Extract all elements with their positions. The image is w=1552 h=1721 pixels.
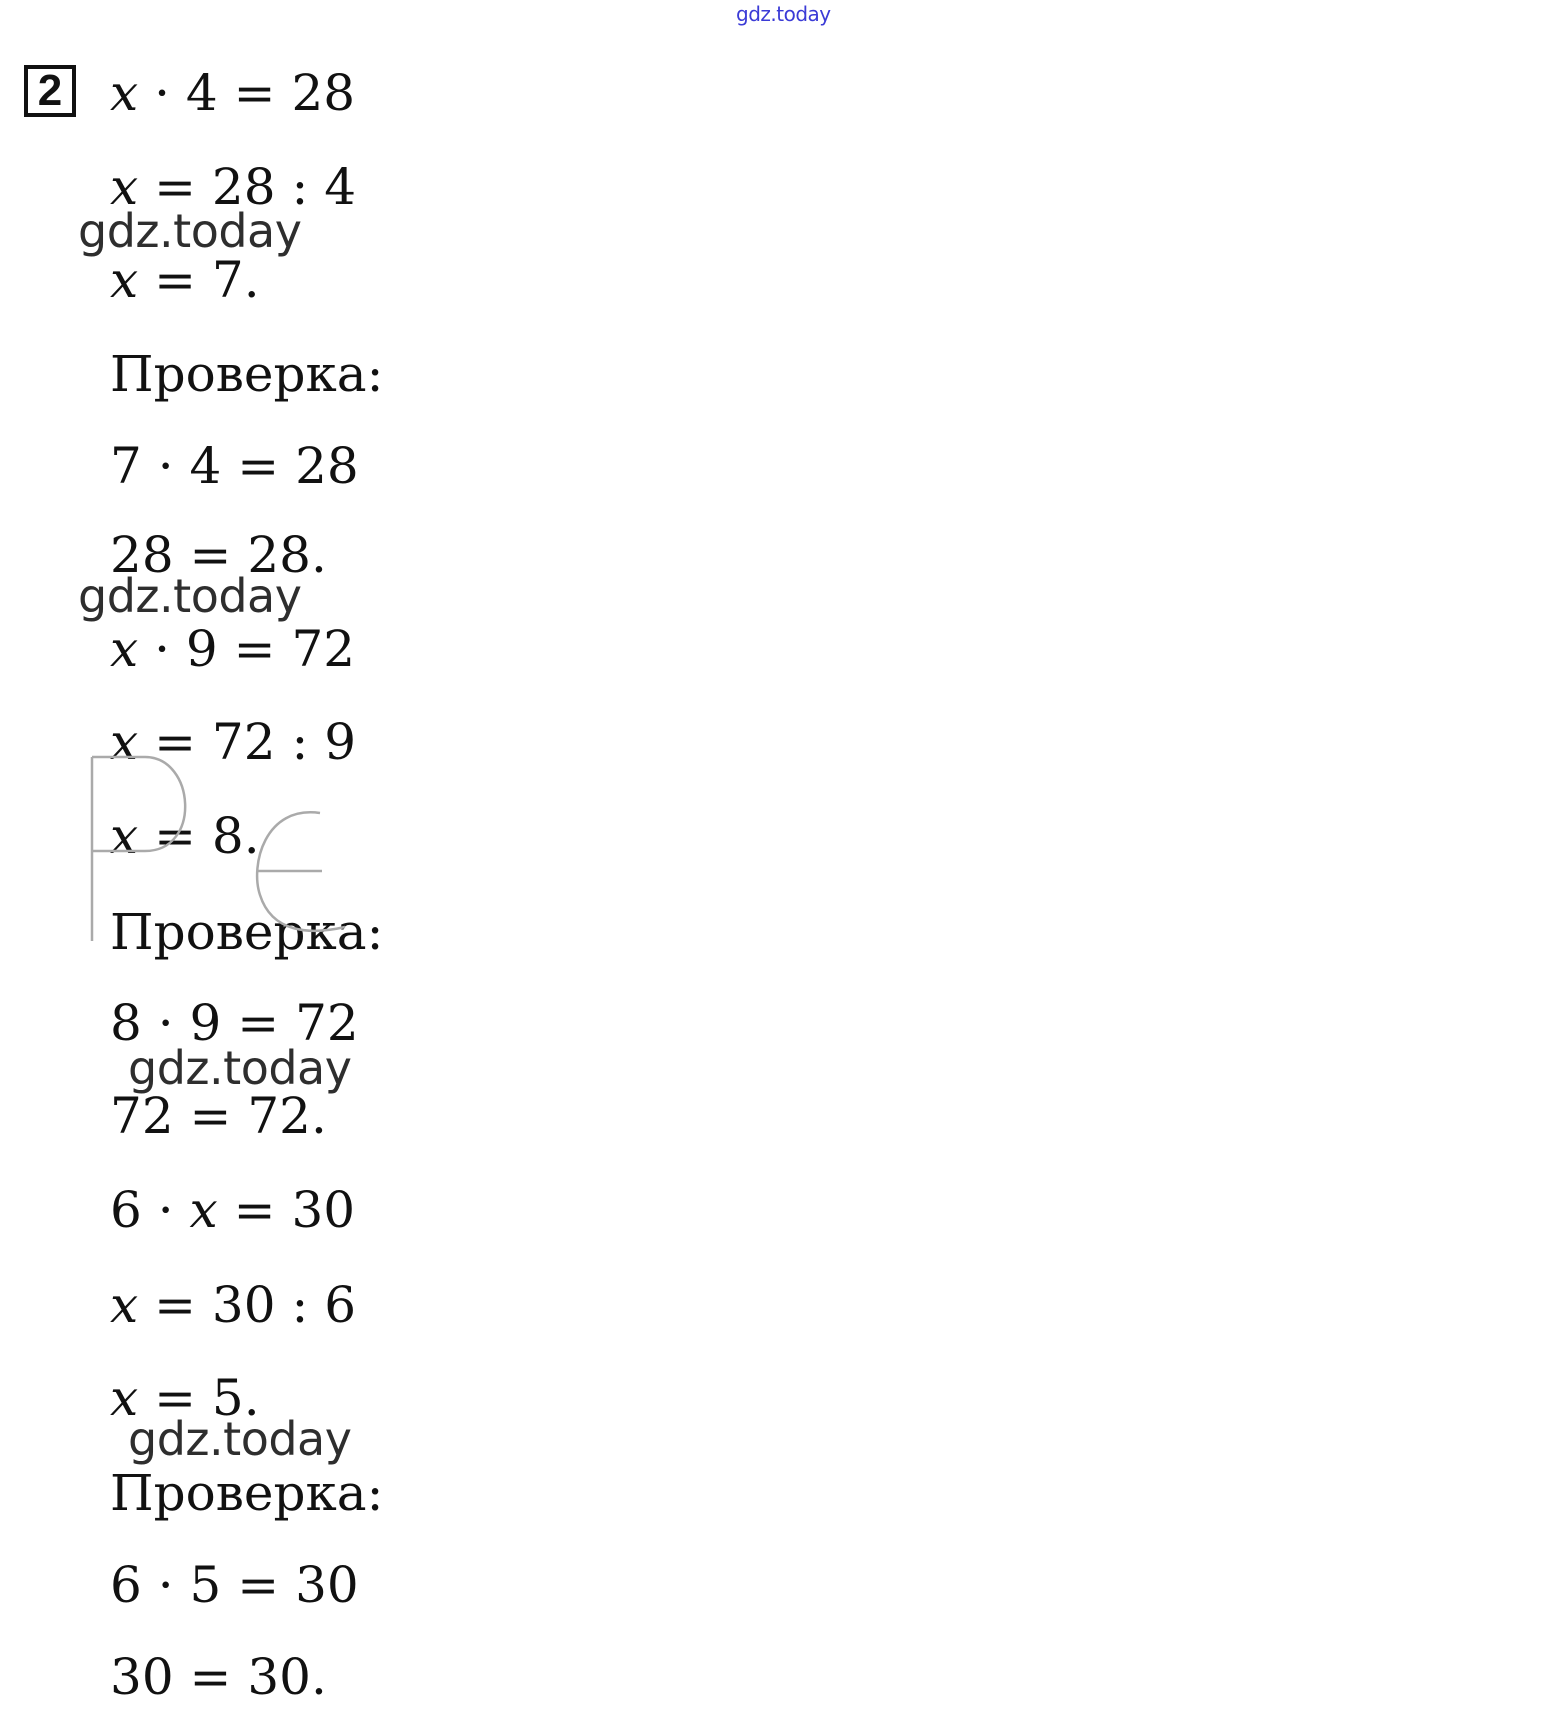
task-number-box: 2 [24,65,76,117]
solution-line: 7 · 4 = 28 [110,437,359,495]
solution-line: x · 4 = 28 [110,64,356,122]
solution-line: x = 5. [110,1369,260,1427]
watermark: gdz.today [78,569,302,623]
solution-line: 6 · 5 = 30 [110,1556,359,1614]
solution-line: 72 = 72. [110,1087,327,1145]
solution-line: x = 7. [110,251,260,309]
solution-line: x = 8. [110,807,260,865]
check-label: Проверка: [110,345,384,403]
solution-line: 28 = 28. [110,526,327,584]
solution-line: x = 30 : 6 [110,1276,357,1334]
check-label: Проверка: [110,903,384,961]
solution-line: x = 28 : 4 [110,158,357,216]
solution-line: x = 72 : 9 [110,713,357,771]
solution-line: 8 · 9 = 72 [110,994,359,1052]
solution-line: x · 9 = 72 [110,620,356,678]
solution-line: 30 = 30. [110,1648,327,1706]
watermark: gdz.today [128,1412,352,1466]
watermark: gdz.today [78,204,302,258]
top-watermark: gdz.today [736,2,831,26]
solution-line: 6 · x = 30 [110,1181,356,1239]
watermark: gdz.today [128,1041,352,1095]
check-label: Проверка: [110,1464,384,1522]
